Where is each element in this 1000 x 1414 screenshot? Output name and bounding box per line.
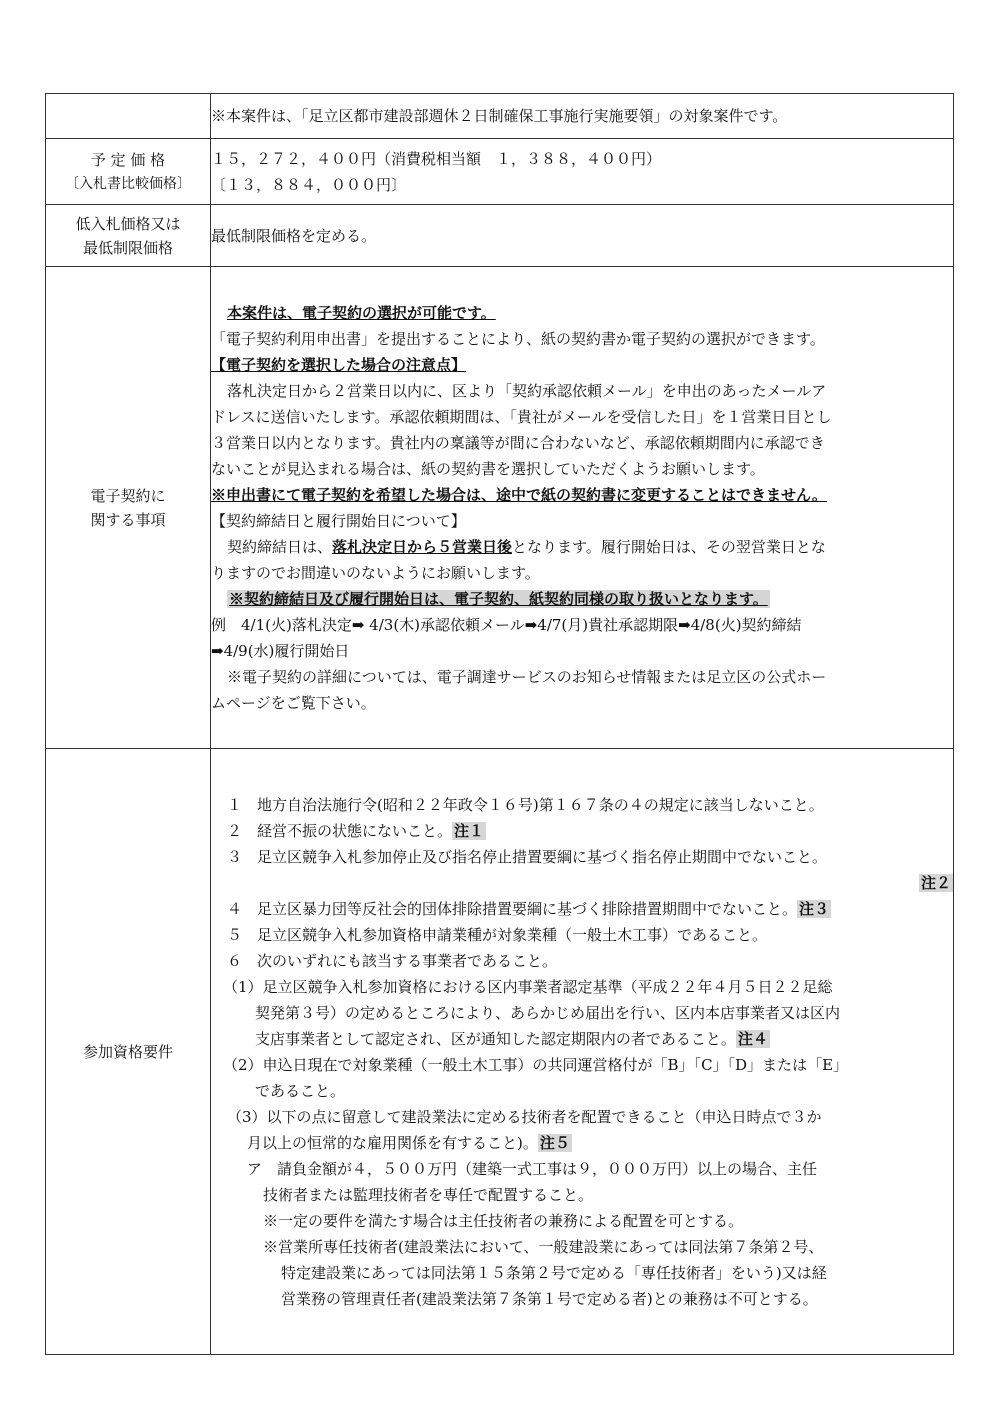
low-bid-label-line2: 最低制限価格: [82, 238, 173, 257]
qualification-item-2: [211, 818, 953, 844]
econtract-p1-line2: ドレスに送信いたします。承認依頼期間は、「貴社がメールを受信した日」を１営業日目とし: [211, 407, 832, 426]
weekly-holiday-note: ※本案件は、「足立区都市建設部週休２日制確保工事施行実施要領」の対象案件です。: [211, 107, 788, 125]
econtract-detail-line1: ※電子契約の詳細については、電子調達サービスのお知らせ情報または足立区の公式ホー: [227, 667, 827, 686]
clause-a-note2-line1: ※営業所専任技術者(建設業法において、一般建設業にあっては同法第７条第２号、: [263, 1237, 824, 1256]
low-bid-row: [46, 205, 954, 267]
clause-a-note2-line3: 営業務の管理責任者(建設業法第７条第１号で定める者)との兼務は不可とする。: [281, 1289, 818, 1308]
item2-text: ２ 経営不振の状態にないこと。: [227, 821, 453, 840]
example-line1: 例 4/1(火)落札決定➡ 4/3(木)承認依頼メール➡4/7(月)貴社承認期限➡4/8(火)契約締結: [211, 615, 802, 634]
same-handling-note: ※契約締結日及び履行開始日は、電子契約、紙契約同様の取り扱いとなります。: [229, 589, 768, 608]
econtract-label-line1: 電子契約に: [90, 486, 166, 505]
econtract-intro: 「電子契約利用申出書」を提出することにより、紙の契約書か電子契約の選択ができます。: [211, 329, 825, 348]
econtract-label-line2: 関する事項: [90, 510, 166, 529]
p2-text-c: となります。履行開始日は、その翌営業日とな: [512, 537, 826, 556]
clause-a-note2-line2: 特定建設業にあっては同法第１５条第２号で定める「専任技術者」をいう)又は経: [281, 1263, 827, 1282]
sub-item-1-line3: [211, 1026, 953, 1052]
p2-text-a: 契約締結日は、: [227, 537, 333, 556]
contract-dates-p2-line2: りますのでお間違いのないようにお願いします。: [211, 563, 540, 582]
note-badge: 注４: [737, 1029, 768, 1048]
sub-item-3-line2: [211, 1130, 953, 1156]
planned-price-label: 予 定 価 格: [90, 150, 166, 169]
qualification-row-content: [211, 749, 954, 1355]
minimum-price-text: 最低制限価格を定める。: [211, 226, 377, 245]
example-line2: ➡4/9(水)履行開始日: [211, 641, 350, 660]
planned-price-value: １５，２７２，４００円（消費税相当額 １，３８８，４００円）: [211, 149, 662, 168]
low-bid-label-line1: 低入札価格又は: [75, 214, 181, 233]
qualification-item-3: ３ 足立区競争入札参加停止及び指名停止措置要綱に基づく指名停止期間中でないこと。: [227, 847, 828, 866]
clause-a-line1: ア 請負金額が４，５００万円（建築一式工事は９，０００万円）以上の場合、主任: [247, 1159, 818, 1178]
note-badge: 注１: [454, 821, 485, 840]
econtract-detail-line2: ムページをご覧下さい。: [211, 693, 376, 712]
qualification-row-label: [46, 749, 211, 1355]
sub3-line2-text: 月以上の恒常的な雇用関係を有すること)。: [247, 1133, 538, 1152]
document-table: [45, 93, 954, 1355]
qualification-row: [46, 749, 954, 1355]
note-row-label: [46, 94, 211, 139]
note-row: [46, 94, 954, 139]
note-badge: 注３: [799, 899, 830, 918]
econtract-heading: 本案件は、電子契約の選択が可能です。: [227, 303, 496, 322]
econtract-row: [46, 267, 954, 749]
econtract-p1-line3: ３営業日以内となります。貴社内の稟議等が間に合わないなど、承認依頼期間内に承認でき: [211, 433, 825, 452]
sub-item-2-line1: （2）申込日現在で対象業種（一般土木工事）の共同運営格付が「B」「C」「D」または「E」: [223, 1055, 849, 1074]
bid-comparison-price-label: 〔入札書比較価格〕: [65, 175, 191, 192]
econtract-p1-line4: ないことが見込まれる場合は、紙の契約書を選択していただくようお願いします。: [211, 459, 765, 478]
sub1-line3-text: 支店事業者として認定され、区が通知した認定期限内の者であること。: [255, 1029, 736, 1048]
price-row-label: [46, 139, 211, 205]
sub-item-1-line1: （1）足立区競争入札参加資格における区内事業者認定基準（平成２２年４月５日２２足総: [223, 977, 833, 996]
note-badge: 注５: [539, 1133, 570, 1152]
clause-a-line2: 技術者または監理技術者を専任で配置すること。: [263, 1185, 594, 1204]
low-bid-row-content: [211, 205, 954, 267]
contract-dates-p2-line1: [211, 534, 953, 560]
qualification-item-5: ５ 足立区競争入札参加資格申請業種が対象業種（一般土木工事）であること。: [227, 925, 768, 944]
qualification-item-6: ６ 次のいずれにも該当する事業者であること。: [227, 951, 558, 970]
p2-emphasis: 落札決定日から５営業日後: [332, 537, 513, 556]
sub-item-2-line2: であること。: [255, 1081, 346, 1100]
qualification-label: 参加資格要件: [82, 1042, 173, 1061]
price-row-content: [211, 139, 954, 205]
qualification-item-4: [211, 896, 953, 922]
bid-comparison-price-value: 〔１３，８８４，０００円〕: [211, 175, 407, 194]
sub-item-1-line2: 契発第３号）の定めるところにより、あらかじめ届出を行い、区内本店事業者又は区内: [255, 1003, 841, 1022]
econtract-row-content: [211, 267, 954, 749]
econtract-warning: ※申出書にて電子契約を希望した場合は、途中で紙の契約書に変更することはできません。: [211, 485, 827, 504]
note-badge: 注２: [920, 873, 951, 892]
low-bid-row-label: [46, 205, 211, 267]
clause-a-note1: ※一定の要件を満たす場合は主任技術者の兼務による配置を可とする。: [263, 1211, 744, 1230]
econtract-notice-heading: 【電子契約を選択した場合の注意点】: [211, 355, 467, 374]
qualification-item-1: １ 地方自治法施行令(昭和２２年政令１６号)第１６７条の４の規定に該当しないこと。: [227, 795, 824, 814]
econtract-row-label: [46, 267, 211, 749]
sub-item-3-line1: （3）以下の点に留意して建設業法に定める技術者を配置できること（申込日時点で３か: [227, 1107, 822, 1126]
contract-dates-heading: 【契約締結日と履行開始日について】: [211, 511, 466, 530]
item4-text: ４ 足立区暴力団等反社会的団体排除措置要綱に基づく排除措置期間中でないこと。: [227, 899, 798, 918]
price-row: [46, 139, 954, 205]
econtract-p1-line1: 落札決定日から２営業日以内に、区より「契約承認依頼メール」を申出のあったメールア: [227, 381, 827, 400]
note-row-content: [211, 94, 954, 139]
